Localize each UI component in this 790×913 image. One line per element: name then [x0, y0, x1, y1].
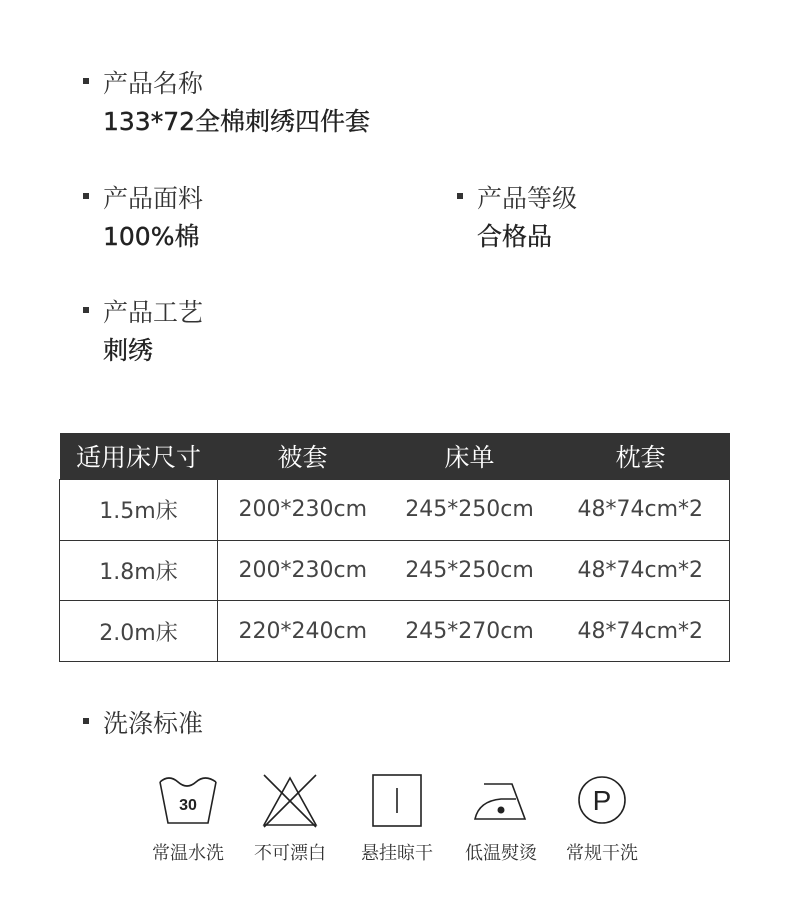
low-iron-icon: [470, 773, 532, 829]
table-cell: 220*240cm: [218, 601, 388, 662]
bullet-icon: [457, 193, 463, 199]
table-cell: 48*74cm*2: [552, 540, 730, 601]
care-item-wash: [143, 773, 233, 865]
bullet-icon: [83, 718, 89, 724]
table-header-cell: 枕套: [552, 433, 730, 480]
care-item-dryclean: [557, 773, 647, 865]
product-name-value: 133*72全棉刺绣四件套: [103, 107, 371, 136]
table-header-row: [60, 433, 730, 480]
product-fabric-value: 100%棉: [103, 222, 200, 251]
table-cell: 200*230cm: [218, 540, 388, 601]
table-cell: 1.8m床: [60, 540, 218, 601]
product-craft-value: 刺绣: [103, 336, 154, 365]
bullet-icon: [83, 78, 89, 84]
washing-standard-field: [83, 711, 203, 736]
product-craft-label: 产品工艺: [103, 298, 204, 327]
table-header-cell: 被套: [218, 433, 388, 480]
size-table: [59, 433, 730, 662]
product-grade-field: [457, 186, 577, 249]
table-row: [60, 601, 730, 662]
product-grade-value: 合格品: [477, 222, 553, 251]
table-cell: 200*230cm: [218, 480, 388, 541]
bullet-icon: [83, 193, 89, 199]
table-cell: 1.5m床: [60, 480, 218, 541]
care-caption: 常温水洗: [152, 843, 224, 864]
care-caption: 常规干洗: [566, 843, 638, 864]
table-cell: 245*270cm: [388, 601, 552, 662]
table-row: [60, 540, 730, 601]
bullet-icon: [83, 307, 89, 313]
care-item-iron: [456, 773, 546, 865]
washing-standard-label: 洗涤标准: [103, 709, 204, 738]
care-item-dry: [352, 773, 442, 865]
no-bleach-icon: [259, 773, 321, 829]
table-cell: 48*74cm*2: [552, 480, 730, 541]
table-header-cell: 适用床尺寸: [60, 433, 218, 480]
product-fabric-field: [83, 186, 203, 249]
care-caption: 低温熨烫: [465, 843, 537, 864]
table-header-cell: 床单: [388, 433, 552, 480]
wash-temp-label: 30: [179, 797, 197, 814]
dry-clean-p-icon: [571, 773, 633, 829]
product-grade-label: 产品等级: [477, 184, 578, 213]
care-caption: 悬挂晾干: [361, 843, 433, 864]
table-cell: 48*74cm*2: [552, 601, 730, 662]
care-caption: 不可漂白: [254, 843, 326, 864]
wash-30-icon: [157, 773, 219, 829]
dry-clean-label: P: [592, 785, 612, 816]
product-fabric-label: 产品面料: [103, 184, 204, 213]
table-cell: 245*250cm: [388, 540, 552, 601]
line-dry-icon: [366, 773, 428, 829]
table-cell: 245*250cm: [388, 480, 552, 541]
product-name-field: [83, 71, 370, 134]
care-item-bleach: [245, 773, 335, 865]
table-row: [60, 480, 730, 541]
table-cell: 2.0m床: [60, 601, 218, 662]
product-craft-field: [83, 300, 203, 363]
product-name-label: 产品名称: [103, 69, 204, 98]
